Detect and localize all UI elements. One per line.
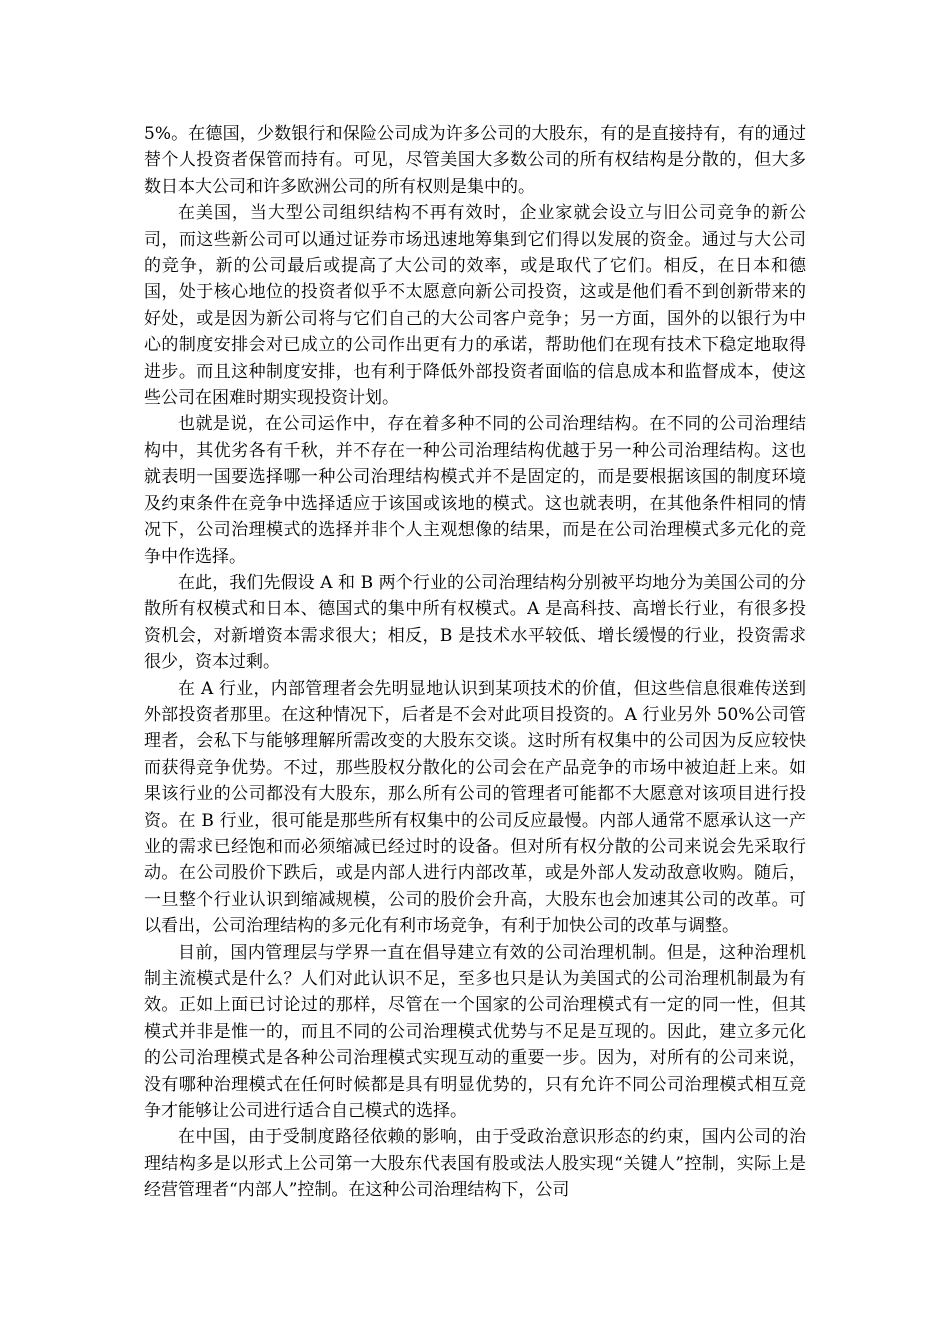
paragraph-5: 在 A 行业，内部管理者会先明显地认识到某项技术的价值，但这些信息很难传送到外部投资者那里。在这种情况下，后者是不会对此项目投资的。A 行业另外 50%公司管理者，会私下与能够理解所需改变的大股东交谈。这时所有权集中的公司因为反应较快而获得竞争优势。不过，那些股权分散化的公司会在产品竞争的市场中被迫赶上来。如果该行业的公司都没有大股东，那么所有公司的管理者可能都不大愿意对该项目进行投资。在 B 行业，很可能是那些所有权集中的公司反应最慢。内部人通常不愿承认这一产业的需求已经饱和而必须缩减已经过时的设备。但对所有权分散的公司来说会先采取行动。在公司股价下跌后，或是内部人进行内部改革，或是外部人发动敌意收购。随后，一旦整个行业认识到缩减规模，公司的股价会升高，大股东也会加速其公司的改革。可以看出，公司治理结构的多元化有利市场竞争，有利于加快公司的改革与调整。 — [144, 678, 806, 937]
paragraph-7: 在中国，由于受制度路径依赖的影响，由于受政治意识形态的约束，国内公司的治理结构多是以形式上公司第一大股东代表国有股或法人股实现“关键人”控制，实际上是经营管理者“内部人”控制。在这种公司治理结构下，公司 — [144, 1127, 806, 1201]
paragraph-3: 也就是说，在公司运作中，存在着多种不同的公司治理结构。在不同的公司治理结构中，其优劣各有千秋，并不存在一种公司治理结构优越于另一种公司治理结构。这也就表明一国要选择哪一种公司治理结构模式并不是固定的，而是要根据该国的制度环境及约束条件在竞争中选择适应于该国或该地的模式。这也就表明，在其他条件相同的情况下，公司治理模式的选择并非个人主观想像的结果，而是在公司治理模式多元化的竞争中作选择。 — [144, 414, 806, 567]
paragraph-2: 在美国，当大型公司组织结构不再有效时，企业家就会设立与旧公司竞争的新公司，而这些新公司可以通过证券市场迅速地筹集到它们得以发展的资金。通过与大公司的竞争，新的公司最后或提高了大公司的效率，或是取代了它们。相反，在日本和德国，处于核心地位的投资者似乎不太愿意向新公司投资，这或是他们看不到创新带来的好处，或是因为新公司将与它们自己的大公司客户竞争；另一方面，国外的以银行为中心的制度安排会对已成立的公司作出更有力的承诺，帮助他们在现有技术下稳定地取得进步。而且这种制度安排，也有利于降低外部投资者面临的信息成本和监督成本，使这些公司在困难时期实现投资计划。 — [144, 203, 806, 409]
document-page — [144, 121, 806, 1204]
paragraph-1: 5%。在德国，少数银行和保险公司成为许多公司的大股东，有的是直接持有，有的通过替个人投资者保管而持有。可见，尽管美国大多数公司的所有权结构是分散的，但大多数日本大公司和许多欧洲公司的所有权则是集中的。 — [144, 124, 806, 197]
paragraph-4: 在此，我们先假设 A 和 B 两个行业的公司治理结构分别被平均地分为美国公司的分散所有权模式和日本、德国式的集中所有权模式。A 是高科技、高增长行业，有很多投资机会，对新增资本需求很大；相反，B 是技术水平较低、增长缓慢的行业，投资需求很少，资本过剩。 — [144, 572, 806, 673]
paragraph-6: 目前，国内管理层与学界一直在倡导建立有效的公司治理机制。但是，这种治理机制主流模式是什么？人们对此认识不足，至多也只是认为美国式的公司治理机制最为有效。正如上面已讨论过的那样，尽管在一个国家的公司治理模式有一定的同一性，但其模式并非是惟一的，而且不同的公司治理模式优势与不足是互现的。因此，建立多元化的公司治理模式是各种公司治理模式实现互动的重要一步。因为，对所有的公司来说，没有哪种治理模式在任何时候都是具有明显优势的，只有允许不同公司治理模式相互竞争才能够让公司进行适合自己模式的选择。 — [144, 942, 806, 1122]
